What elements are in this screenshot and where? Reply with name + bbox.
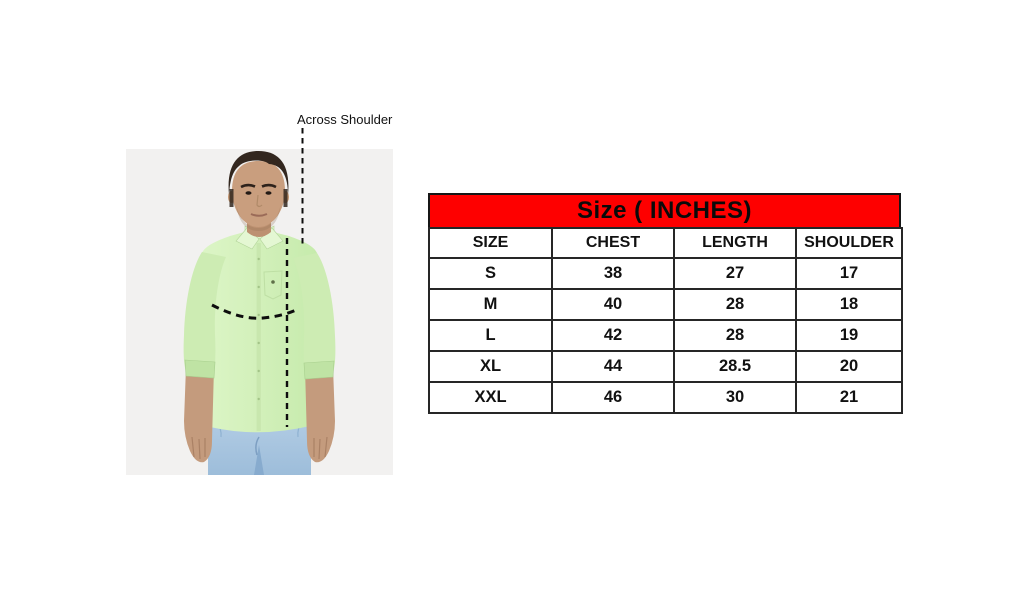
size-table-grid <box>428 227 903 414</box>
cell-length: 27 <box>674 258 796 289</box>
cell-chest: 38 <box>552 258 674 289</box>
size-row-l <box>429 320 902 351</box>
cell-shoulder: 21 <box>796 382 902 413</box>
cell-chest: 42 <box>552 320 674 351</box>
cell-chest: 40 <box>552 289 674 320</box>
size-row-s <box>429 258 902 289</box>
cell-size: XL <box>429 351 552 382</box>
shirt-placket <box>257 243 261 431</box>
cell-shoulder: 18 <box>796 289 902 320</box>
cell-length: 30 <box>674 382 796 413</box>
cell-size: XXL <box>429 382 552 413</box>
cell-shoulder: 19 <box>796 320 902 351</box>
size-table-title: Size ( INCHES) <box>428 193 901 229</box>
column-header-length: LENGTH <box>674 228 796 258</box>
cell-length: 28.5 <box>674 351 796 382</box>
column-header-shoulder: SHOULDER <box>796 228 902 258</box>
cell-shoulder: 20 <box>796 351 902 382</box>
cell-chest: 44 <box>552 351 674 382</box>
cell-length: 28 <box>674 289 796 320</box>
cell-chest: 46 <box>552 382 674 413</box>
size-table <box>428 193 901 414</box>
cell-size: S <box>429 258 552 289</box>
across-shoulder-label: Across Shoulder <box>297 112 393 127</box>
size-row-xl <box>429 351 902 382</box>
cell-size: L <box>429 320 552 351</box>
size-row-xxl <box>429 382 902 413</box>
column-header-chest: CHEST <box>552 228 674 258</box>
cell-length: 28 <box>674 320 796 351</box>
column-header-row <box>429 228 902 258</box>
size-row-m <box>429 289 902 320</box>
cell-size: M <box>429 289 552 320</box>
cell-shoulder: 17 <box>796 258 902 289</box>
column-header-size: SIZE <box>429 228 552 258</box>
product-photo <box>126 115 393 475</box>
